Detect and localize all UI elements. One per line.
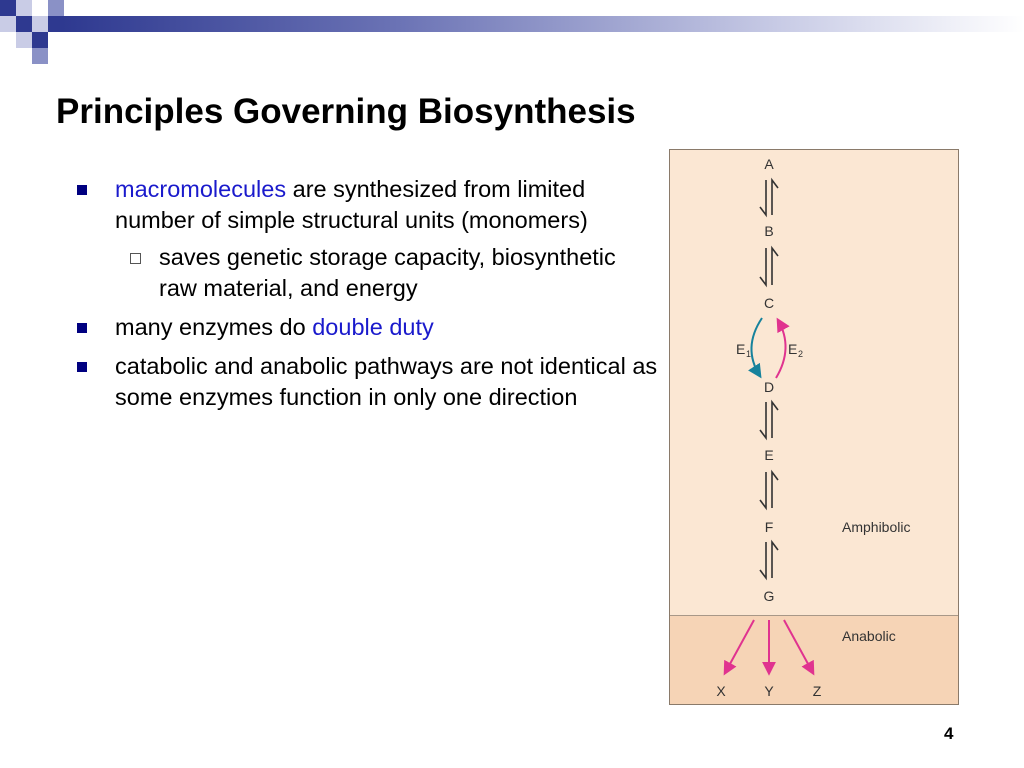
teal-arrow-e1 (751, 318, 762, 376)
sub-bullet-saves (75, 242, 660, 304)
sub-bullet-text: saves genetic storage capacity, biosynthetic raw material, and energy (159, 244, 616, 301)
pathway-figure (669, 149, 959, 705)
bullet-list (75, 174, 660, 421)
square-bullet-icon (77, 362, 87, 372)
hollow-square-bullet-icon (130, 253, 141, 264)
enzyme-e1-label: E (736, 341, 746, 357)
node-g: G (763, 588, 775, 604)
branch-arrow-z (784, 620, 813, 673)
highlight-double-duty: double duty (312, 314, 434, 340)
square-bullet-icon (77, 323, 87, 333)
enzyme-e2-label: E (788, 341, 798, 357)
page-number: 4 (944, 724, 954, 743)
corner-squares-decoration (0, 0, 80, 64)
branch-arrow-x (725, 620, 754, 673)
node-b: B (764, 223, 774, 239)
equilibrium-arrow-fg (760, 542, 778, 578)
product-y: Y (764, 683, 774, 699)
product-z: Z (812, 683, 822, 699)
enzyme-e1-subscript: 1 (746, 349, 752, 359)
node-f: F (764, 519, 774, 535)
enzyme-e2-subscript: 2 (798, 349, 804, 359)
node-d: D (763, 379, 775, 395)
anabolic-label: Anabolic (842, 628, 896, 644)
bullet-text: many enzymes do (115, 314, 313, 340)
node-a: A (764, 156, 774, 172)
equilibrium-arrow-de (760, 402, 778, 438)
highlight-macromolecules: macromolecules (115, 176, 287, 202)
equilibrium-arrow-ab (760, 180, 778, 215)
bullet-text: catabolic and anabolic pathways are not identical as some enzymes function in only one direction (115, 353, 658, 410)
amphibolic-label: Amphibolic (842, 519, 911, 535)
pathway-diagram (670, 150, 959, 705)
product-x: X (716, 683, 726, 699)
bullet-text: are synthesized from limited number of simple structural units (monomers) (115, 176, 588, 233)
slide-title: Principles Governing Biosynthesis (56, 92, 636, 131)
equilibrium-arrow-ef (760, 472, 778, 508)
top-gradient-bar (62, 16, 1024, 32)
bullet-double-duty (75, 312, 660, 343)
magenta-arrow-e2 (776, 320, 786, 378)
square-bullet-icon (77, 185, 87, 195)
node-e: E (764, 447, 774, 463)
node-c: C (763, 295, 775, 311)
bullet-macromolecules (75, 174, 660, 236)
bullet-catabolic (75, 351, 660, 413)
equilibrium-arrow-bc (760, 248, 778, 285)
